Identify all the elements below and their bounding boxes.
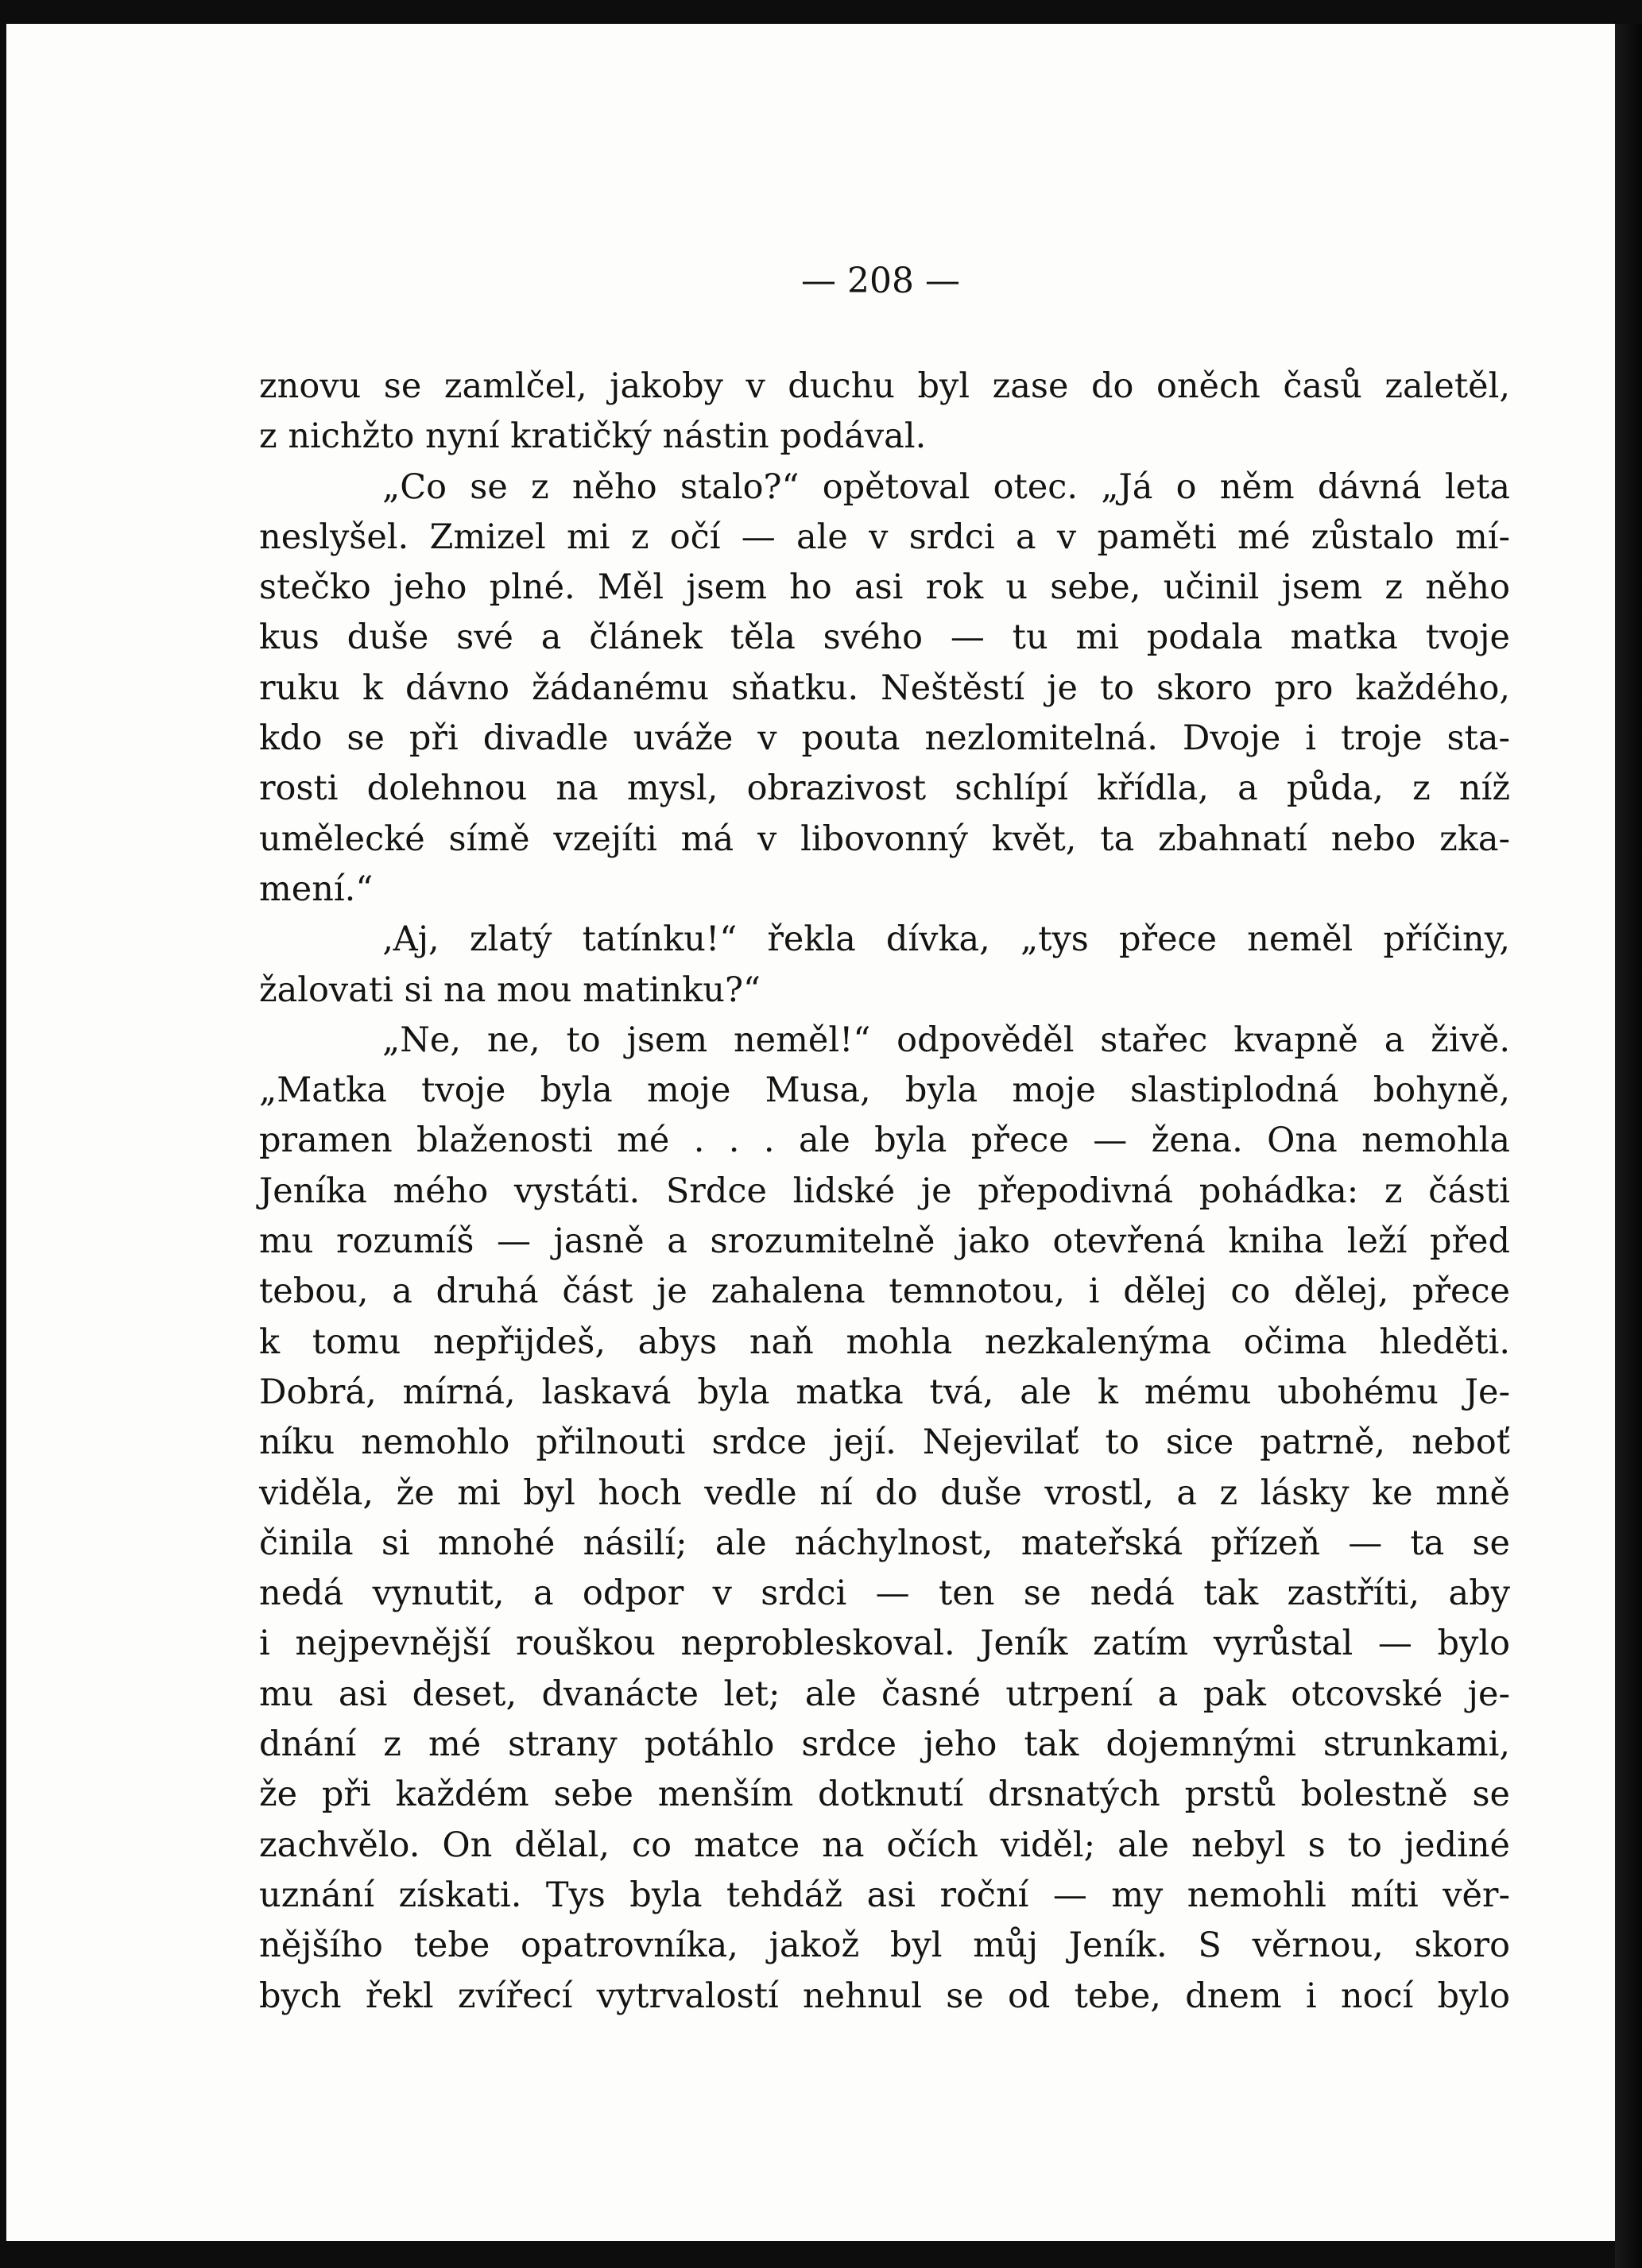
book-page	[6, 24, 1615, 2241]
text-line: k tomu nepřijdeš, abys naň mohla nezkalenýma očima hleděti.	[259, 1322, 1510, 1362]
text-line: uznání získati. Tys byla tehdáž asi roční — my nemohli míti věr-	[259, 1875, 1510, 1915]
text-line: žalovati si na mou matinku?“	[259, 970, 761, 1010]
text-line: nedá vynutit, a odpor v srdci — ten se nedá tak zastříti, aby	[259, 1573, 1510, 1614]
text-line: níku nemohlo přilnouti srdce její. Nejevilať to sice patrně, neboť	[259, 1422, 1510, 1463]
text-line: rosti dolehnou na mysl, obrazivost schlípí křídla, a půda, z níž	[259, 768, 1510, 809]
text-line: dnání z mé strany potáhlo srdce jeho tak dojemnými strunkami,	[259, 1724, 1510, 1765]
text-line: umělecké símě vzejíti má v libovonný květ, ta zbahnatí nebo zka-	[259, 819, 1510, 859]
text-line: mení.“	[259, 869, 374, 909]
body-text	[259, 362, 1510, 2022]
text-line: znovu se zamlčel, jakoby v duchu byl zase do oněch časů zaletěl,	[259, 366, 1510, 406]
text-line: i nejpevnější rouškou neprobleskoval. Jeník zatím vyrůstal — bylo	[259, 1624, 1510, 1664]
text-line: Dobrá, mírná, laskavá byla matka tvá, ale k mému ubohému Je-	[259, 1372, 1510, 1412]
text-line: tebou, a druhá část je zahalena temnotou, i dělej co dělej, přece	[259, 1271, 1510, 1312]
text-line: neslyšel. Zmizel mi z očí — ale v srdci a v paměti mé zůstalo mí-	[259, 517, 1510, 557]
text-line: ruku k dávno žádanému sňatku. Neštěstí je to skoro pro každého,	[259, 668, 1510, 708]
text-line: z nichžto nyní kratičký nástin podával.	[259, 416, 927, 457]
page-edge-shadow	[1615, 24, 1642, 2268]
text-line: „Ne, ne, to jsem neměl!“ odpověděl stařec kvapně a živě.	[382, 1020, 1510, 1060]
text-line: pramen blaženosti mé . . . ale byla přece — žena. Ona nemohla	[259, 1120, 1510, 1161]
text-line: zachvělo. On dělal, co matce na očích viděl; ale nebyl s to jediné	[259, 1825, 1510, 1865]
text-line: kdo se při divadle uváže v pouta nezlomitelná. Dvoje i troje sta-	[259, 718, 1510, 759]
text-line: bych řekl zvířecí vytrvalostí nehnul se od tebe, dnem i nocí bylo	[259, 1976, 1510, 2016]
text-line: stečko jeho plné. Měl jsem ho asi rok u sebe, učinil jsem z něho	[259, 567, 1510, 608]
text-line: činila si mnohé násilí; ale náchylnost, mateřská přízeň — ta se	[259, 1523, 1510, 1563]
text-line: „Matka tvoje byla moje Musa, byla moje slastiplodná bohyně,	[259, 1070, 1510, 1111]
text-line: ‚Aj, zlatý tatínku!“ řekla dívka, „tys přece neměl příčiny,	[382, 919, 1510, 960]
text-line: mu asi deset, dvanácte let; ale časné utrpení a pak otcovské je-	[259, 1674, 1510, 1714]
page-number: — 208 —	[801, 261, 960, 301]
text-line: viděla, že mi byl hoch vedle ní do duše vrostl, a z lásky ke mně	[259, 1473, 1510, 1513]
text-line: že při každém sebe menším dotknutí drsnatých prstů bolestně se	[259, 1775, 1510, 1815]
text-line: Jeníka mého vystáti. Srdce lidské je přepodivná pohádka: z části	[259, 1171, 1510, 1211]
text-line: nějšího tebe opatrovníka, jakož byl můj Jeník. S věrnou, skoro	[259, 1925, 1510, 1966]
text-line: mu rozumíš — jasně a srozumitelně jako otevřená kniha leží před	[259, 1221, 1510, 1262]
text-line: „Co se z něho stalo?“ opětoval otec. „Já o něm dávná leta	[382, 466, 1510, 507]
text-line: kus duše své a článek těla svého — tu mi podala matka tvoje	[259, 617, 1510, 658]
